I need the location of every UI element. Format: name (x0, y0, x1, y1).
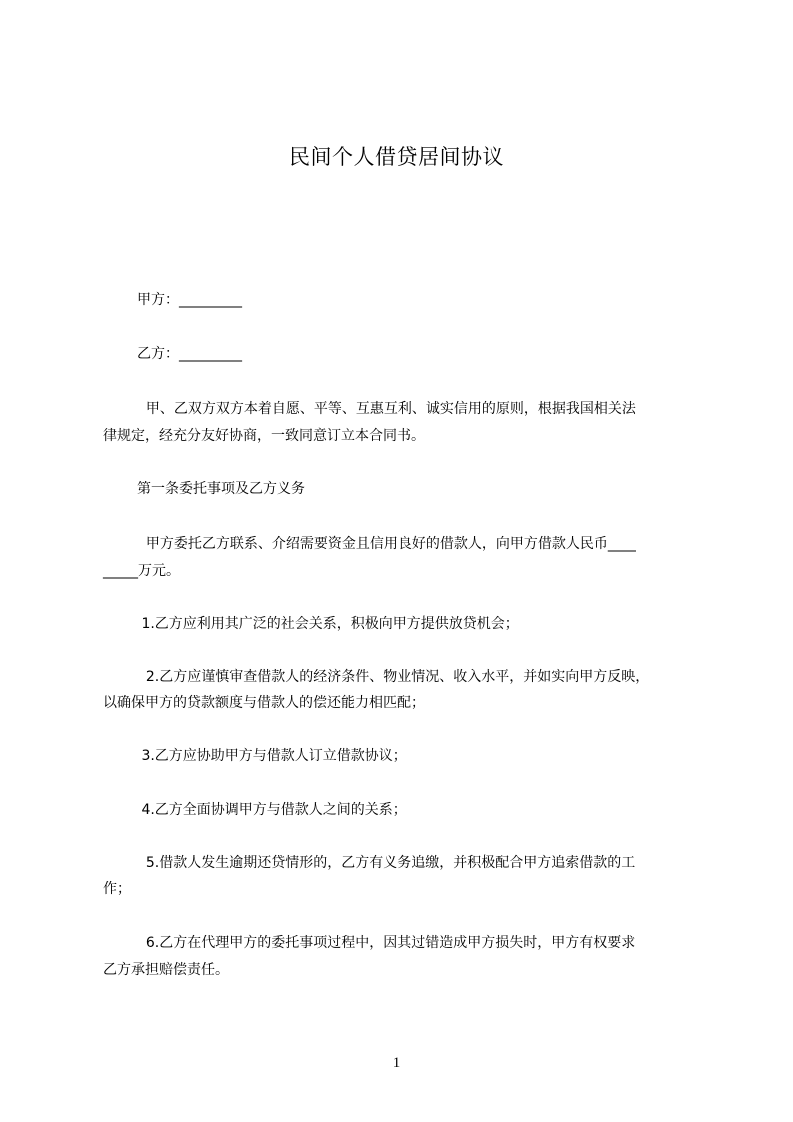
intro-line-2: 律规定，经充分友好协商，一致同意订立本合同书。 (103, 428, 425, 444)
party-a-line: 甲方：_________ (137, 292, 242, 308)
item-4: 4.乙方全面协调甲方与借款人之间的关系； (137, 802, 407, 818)
item-6-line-1: 6.乙方在代理甲方的委托事项过程中，因其过错造成甲方损失时，甲方有权要求 (137, 935, 636, 951)
article1-heading: 第一条委托事项及乙方义务 (137, 481, 305, 497)
item-2-line-1: 2.乙方应谨慎审查借款人的经济条件、物业情况、收入水平，并如实向甲方反映， (137, 669, 650, 685)
document-title: 民间个人借贷居间协议 (289, 145, 504, 169)
page-number: 1 (392, 1055, 401, 1071)
item-3: 3.乙方应协助甲方与借款人订立借款协议； (137, 748, 407, 764)
item-6-line-2: 乙方承担赔偿责任。 (103, 962, 229, 978)
item-5-line-2: 作； (103, 881, 131, 897)
item-5-line-1: 5.借款人发生逾期还贷情形的，乙方有义务追缴，并积极配合甲方追索借款的工 (137, 855, 636, 871)
party-b-line: 乙方：_________ (137, 346, 242, 362)
article1-body-line-1: 甲方委托乙方联系、介绍需要资金且信用良好的借款人，向甲方借款人民币____ (137, 536, 636, 552)
intro-line-1: 甲、乙双方双方本着自愿、平等、互惠互利、诚实信用的原则，根据我国相关法 (137, 401, 636, 417)
article1-body-line-2: _____万元。 (103, 563, 180, 579)
item-2-line-2: 以确保甲方的贷款额度与借款人的偿还能力相匹配； (103, 695, 425, 711)
item-1: 1.乙方应利用其广泛的社会关系，积极向甲方提供放贷机会； (137, 616, 519, 632)
